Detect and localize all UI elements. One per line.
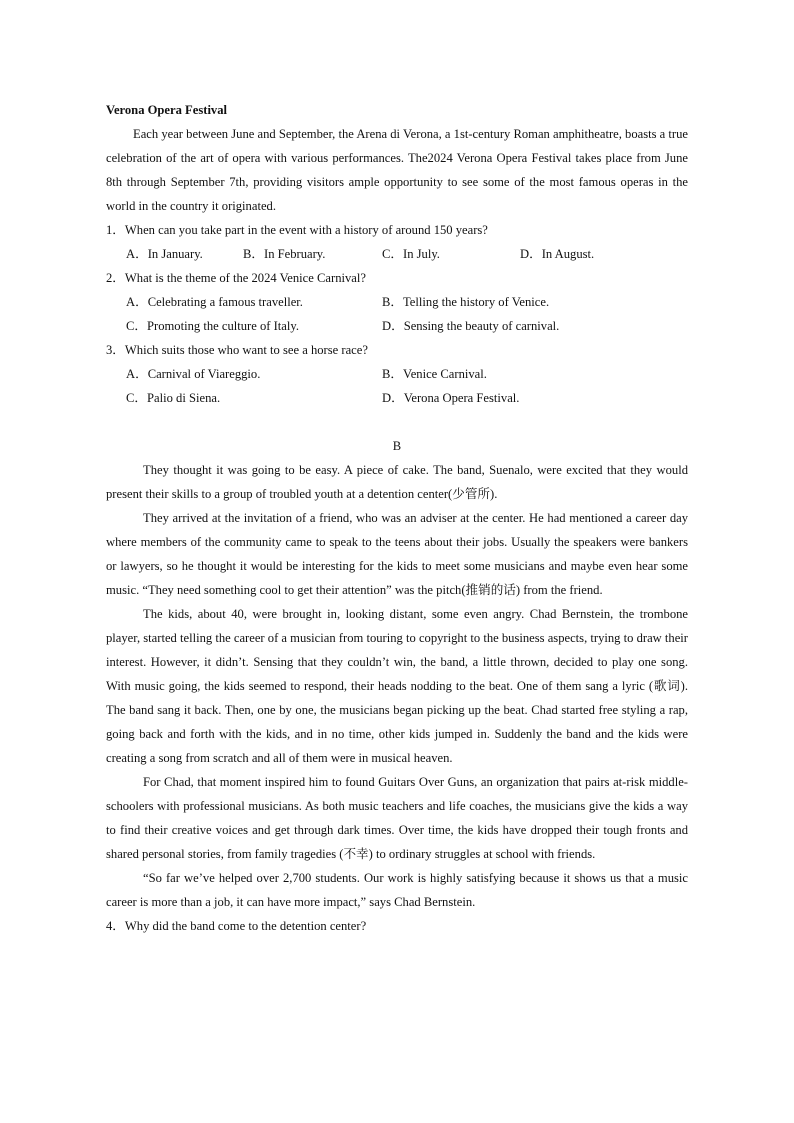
question-3-option-a: A．Carnival of Viareggio.	[126, 367, 261, 381]
question-3-option-d: D．Verona Opera Festival.	[382, 391, 520, 405]
question-3-stem: 3．Which suits those who want to see a horse race?	[106, 343, 368, 357]
section-b-paragraph-1: They thought it was going to be easy. A piece of cake. The band, Suenalo, were excited that they would present their skills to a group of troubled youth at a detention center(少管所).	[106, 463, 688, 501]
question-3-option-c: C．Palio di Siena.	[126, 391, 221, 405]
section-b-label: B	[392, 439, 402, 453]
section-b-paragraph-4: For Chad, that moment inspired him to found Guitars Over Guns, an organization that pairs at-risk middle-schoolers with professional musicians. As both music teachers and life coaches, the musicians give the kids a way to find their creative voices and get through dark times. Over time, the kids have dropped their tough fronts and shared personal stories, from family tragedies (不幸) to ordinary struggles at school with friends.	[106, 775, 688, 861]
question-2-option-a: A．Celebrating a famous traveller.	[126, 295, 303, 309]
section-b-paragraph-2: They arrived at the invitation of a friend, who was an adviser at the center. He had mentioned a career day where members of the community came to speak to the teens about their jobs. Usually the speakers were bankers or lawyers, so he thought it would be interesting for the kids to meet some musicians and maybe even hear some music. “They need something cool to get their attention” was the pitch(推销的话) from the friend.	[106, 511, 688, 597]
section-b-paragraph-5: “So far we’ve helped over 2,700 students. Our work is highly satisfying because it shows us that a music career is more than a job, it can have more impact,” says Chad Bernstein.	[106, 871, 688, 909]
section-spacer	[106, 410, 688, 434]
question-2-option-c: C．Promoting the culture of Italy.	[126, 319, 300, 333]
question-1-option-b: B．In February.	[243, 247, 326, 261]
question-4-stem: 4．Why did the band come to the detention center?	[106, 919, 367, 933]
question-1-option-a: A．In January.	[126, 247, 203, 261]
question-1-options	[106, 242, 688, 266]
section-a-paragraph: Each year between June and September, the Arena di Verona, a 1st-century Roman amphitheatre, boasts a true celebration of the art of opera with various performances. The2024 Verona Opera Festival takes place from June 8th through September 7th, providing visitors ample opportunity to see some of the most famous operas in the world in the country it originated.	[106, 127, 688, 213]
question-3-options	[106, 362, 688, 410]
question-2-options	[106, 290, 688, 338]
question-1-stem: 1．When can you take part in the event with a history of around 150 years?	[106, 223, 488, 237]
section-a-title: Verona Opera Festival	[106, 103, 228, 117]
question-3-option-b: B．Venice Carnival.	[382, 367, 487, 381]
question-2-option-b: B．Telling the history of Venice.	[382, 295, 550, 309]
question-1-option-c: C．In July.	[382, 247, 440, 261]
document-page	[106, 98, 688, 938]
question-2-option-d: D．Sensing the beauty of carnival.	[382, 319, 560, 333]
question-2-stem: 2．What is the theme of the 2024 Venice Carnival?	[106, 271, 366, 285]
question-1-option-d: D．In August.	[520, 247, 595, 261]
section-b-paragraph-3: The kids, about 40, were brought in, looking distant, some even angry. Chad Bernstein, the trombone player, started telling the career of a musician from touring to copyright to the business aspects, trying to draw their interest. However, it didn’t. Sensing that they couldn’t win, the band, a little thrown, decided to play one song. With music going, the kids seemed to respond, their heads nodding to the beat. One of them sang a lyric (歌词). The band sang it back. Then, one by one, the musicians began picking up the beat. Chad started free styling a rap, going back and forth with the kids, and in no time, other kids jumped in. Suddenly the band and the kids were creating a song from scratch and all of them were in musical heaven.	[106, 607, 688, 765]
